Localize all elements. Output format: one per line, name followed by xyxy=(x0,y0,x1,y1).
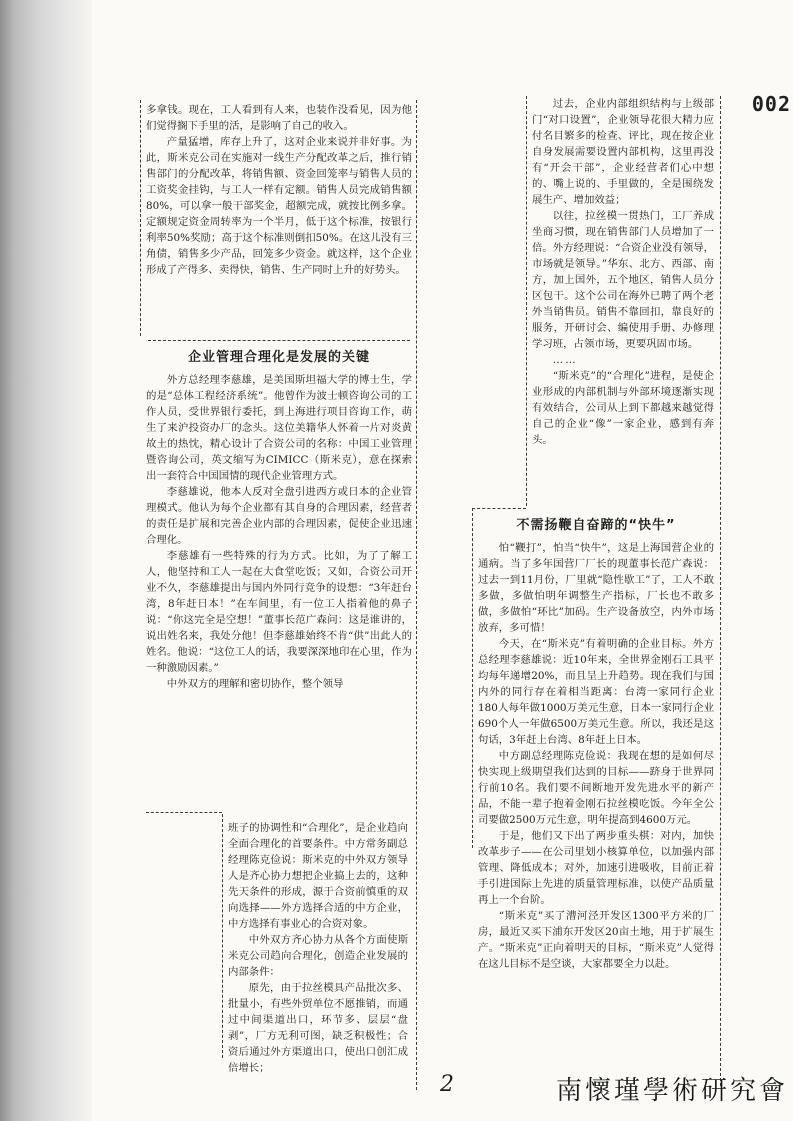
right-column-bottom xyxy=(478,518,714,972)
clip-edge xyxy=(148,340,410,341)
clip-edge xyxy=(472,508,473,848)
ellipsis: …… xyxy=(552,354,578,366)
paragraph: 中外双方齐心协力从各个方面使斯米克公司趋向合理化，创造企业发展的内部条件： xyxy=(228,934,408,978)
paragraph: 李慈雄有一些特殊的行为方式。比如，为了了解工人，他坚持和工人一起在大食堂吃饭；又如，合资公司开业不久，李慈雄提出与国内外同行竞争的设想：“3年赶台湾，8年赶日本！”在车间里，有一位工人指着他的鼻子说：“你这完全是空想！”董事长范广森问：这是谁讲的，说出姓名来，我处分他！但李慈雄始终不肯“供”出此人的姓名。他说：“这位工人的话，我要深深地印在心里，作为一种激励因素。” xyxy=(146,550,412,674)
paragraph: 怕“鞭打”，怕当“快牛”，这是上海国营企业的通病。当了多年国营厂厂长的现董事长范广森说：过去一到11月份，厂里就“隐性歇工”了，工人不敢多做，多做怕明年调整生产指标，厂长也不敢多做，多做怕“环比”加码。生产设备放空，内外市场放弃，多可惜！ xyxy=(478,542,714,634)
clip-edge xyxy=(222,814,223,1058)
paragraph: 过去，企业内部组织结构与上级部门“对口设置”，企业领导花很大精力应付名目繁多的检查、评比，现在按企业自身发展需要设置内部机构，这里再没有“开会干部”，企业经营者们心中想的、嘴上说的、手里做的，全是围绕发展生产、增加效益； xyxy=(532,98,714,206)
paragraph: 多拿钱。现在，工人看到有人来，也装作没看见，因为他们觉得搁下手里的活，是影响了自己的收入。 xyxy=(146,104,412,132)
left-column-middle xyxy=(146,350,412,692)
paragraph: “斯米克”的“合理化”进程，是使企业形成的内部机制与外部环境逐渐实现有效结合，公司从上到下都越来越觉得自己的企业“像”一家企业，感到有奔头。 xyxy=(532,370,714,446)
headline-fast-ox: 不需扬鞭自奋蹄的“快牛” xyxy=(516,518,676,533)
paragraph: 产量猛增，库存上升了，这对企业来说并非好事。为此，斯米克公司在实施对一线生产分配改革之后，推行销售部门的分配改革，将销售额、资金回笼率与销售人员的工资奖金挂钩，与工人一样有定额。销售人员完成销售额80%，可以拿一般干部奖金，超额完成，就按比例多拿。定额规定资金周转率为一个半月，低于这个标准，按银行利率50%奖励；高于这个标准则倒扣50%。在这儿没有三角债，销售多少产品，回笼多少资金。就这样，这个企业形成了产得多、卖得快，销售、生产同时上升的好势头。 xyxy=(146,136,412,276)
clip-edge xyxy=(146,812,222,813)
paragraph: 中外双方的理解和密切协作，整个领导 xyxy=(166,678,344,690)
clip-edge xyxy=(526,96,527,506)
paragraph: 今天，在“斯米克”有着明确的企业目标。外方总经理李慈雄说：近10年来，全世界金刚石工具平均每年递增20%，而且呈上升趋势。现在我们与国内外的同行存在着相当距离：台湾一家同行企业180人每年做1000万美元生意，日本一家同行企业690个人一年做6500万美元生意。所以，我还是这句话，3年赶上台湾、8年赶上日本。 xyxy=(478,638,714,746)
paragraph: 原先，由于拉丝模具产品批次多、批量小，有些外贸单位不愿推销，而通过中间渠道出口，环节多、层层“盘剥”，厂方无利可图，缺乏积极性；合资后通过外方渠道出口，使出口创汇成倍增长； xyxy=(228,982,408,1074)
paragraph: “斯米克”买了漕河泾开发区1300平方米的厂房，最近又买下浦东开发区20亩土地，用于扩展生产。“斯米克”正向着明天的目标，“斯米克”人觉得在这儿目标不是空谈，大家都要全力以赴。 xyxy=(478,910,714,970)
paragraph: 李慈雄说，他本人反对全盘引进西方或日本的企业管理模式。他认为每个企业都有其自身的合理因素，经营者的责任是扩展和完善企业内部的合理因素，促使企业迅速合理化。 xyxy=(146,486,412,546)
page-number: 2 xyxy=(440,1072,454,1097)
right-column-top xyxy=(532,96,714,448)
paragraph: 中方副总经理陈克俭说：我现在想的是如何尽快实现上级期望我们达到的目标——跻身于世界同行前10名。我们要不间断地开发先进水平的新产品，不能一辈子抱着金刚石拉丝模吃饭。今年全公司要做2500万元生意，明年提高到4600万元。 xyxy=(478,750,714,826)
clip-edge xyxy=(720,96,721,1086)
headline-management: 企业管理合理化是发展的关键 xyxy=(187,350,370,365)
institute-stamp: 南懷瑾學術研究會 xyxy=(556,1076,789,1106)
clip-edge xyxy=(472,508,526,509)
clip-edge xyxy=(416,100,417,1090)
page-marker: 002 xyxy=(751,92,791,116)
left-column-bottom xyxy=(228,820,408,1076)
clip-edge xyxy=(140,100,141,336)
paragraph: 于是，他们又下出了两步重头棋：对内，加快改革步子——在公司里划小核算单位，以加强内部管理、降低成本；对外，加速引进吸收，目前正着手引进国际上先进的质量管理标准，以使产品质量再上一个台阶。 xyxy=(478,830,714,906)
paragraph: 外方总经理李慈雄，是美国斯坦福大学的博士生，学的是“总体工程经济系统”。他曾作为波士顿咨询公司的工作人员，受世界银行委托，到上海进行项目咨询工作，萌生了来沪投资办厂的念头。这位美籍华人怀着一片对炎黄故土的热忱，精心设计了合资公司的名称：中国工业管理暨咨询公司，英文缩写为CIMICC（斯米克），意在探索出一套符合中国国情的现代企业管理方式。 xyxy=(146,374,412,482)
book-binding-shadow xyxy=(0,0,92,1121)
left-column-top xyxy=(146,102,412,278)
paragraph: 以往，拉丝模一贯热门，工厂养成坐商习惯，现在销售部门人员增加了一倍。外方经理说：“合资企业没有领导，市场就是领导。”华东、北方、西部、南方，加上国外，五个地区，销售人员分区包干。这个公司在海外已聘了两个老外当销售员。销售不靠回扣，靠良好的服务，开研讨会、编使用手册、办修理学习班，占领市场，更要巩固市场。 xyxy=(532,210,714,350)
paragraph: 班子的协调性和“合理化”，是企业趋向全面合理化的首要条件。中方常务副总经理陈克俭说：斯米克的中外双方领导人是齐心协力想把企业搞上去的，这种先天条件的形成，源于合资前慎重的双向选择——外方选择合适的中方企业，中方选择有事业心的合资对象。 xyxy=(228,822,408,930)
